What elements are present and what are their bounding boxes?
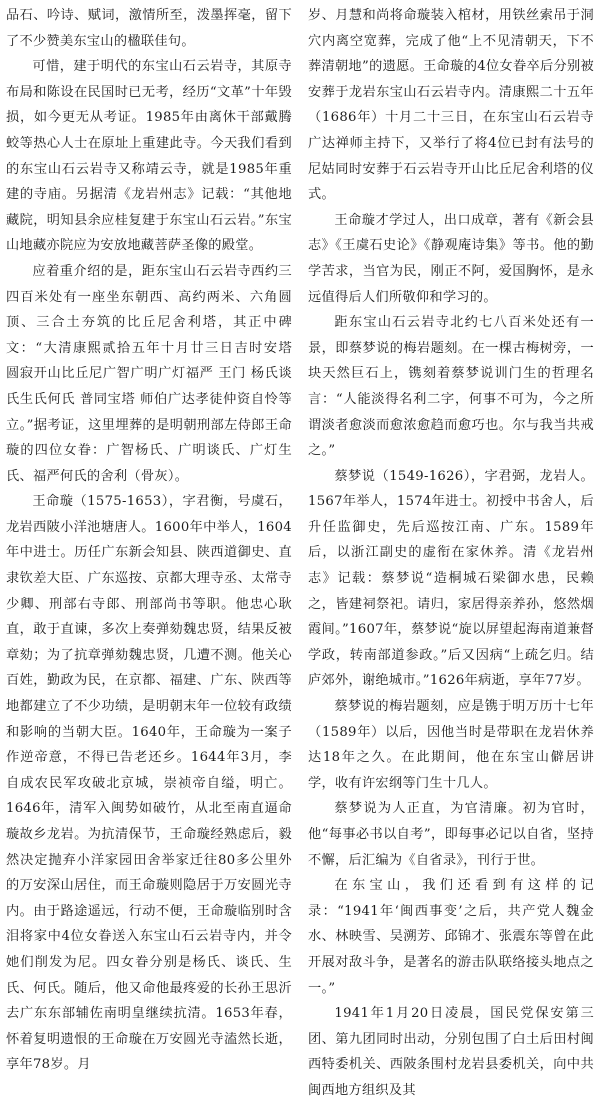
paragraph: 蔡梦说为人正直，为官清廉。初为官时，他“每事必书以自考”，即每事必记以自省，坚持不懈，后汇编为《自省录》，刊行于世。 [308,801,594,868]
paragraph: 在东宝山，我们还看到有这样的记录：“1941年‘闽西事变’之后，共产党人魏金水、林映雪、吴溯芳、邱锦才、张震东等曾在此开展对敌斗争，是著名的游击队联络接头地点之一。” [308,878,594,996]
paragraph: 蔡梦说（1549-1626），字君弼，龙岩人。1567年举人，1574年进士。初授中书舍人，后升任监御史，先后巡按江南、广东。1589年后，以浙江副史的虚衔在家休养。清《龙岩州志》记载：蔡梦说“造桐城石梁御水患，民赖之，皆建祠祭祀。请归，家居得亲养孙，悠然烟霞间。”1607年，蔡梦说“旋以屏望起海南道兼督学政，转南部道参政。”后又因病“上疏乞归。结庐郊外，谢绝城市。”1626年病逝，享年77岁。 [308,468,594,689]
left-column [6,3,306,1073]
paragraph: 岁、月慧和尚将命璇装入棺材，用铁丝索吊于洞穴内离空宽葬，完成了他“上不见清朝天，下不葬清朝地”的遗愿。王命璇的4位女眷卒后分别被安葬于龙岩东宝山石云岩寺内。清康熙二十五年（1686年）十月二十三日，在东宝山石云岩寺广达禅师主持下，又举行了将4位已封有法号的尼姑同时安葬于石云岩寺开山比丘尼舍利塔的仪式。 [308,8,594,203]
paragraph: 距东宝山石云岩寺北约七八百米处还有一景，即蔡梦说的梅岩题刻。在一棵古梅树旁，一块天然巨石上，镌刻着蔡梦说训门生的哲理名言：“人能淡得名利二字，何事不可为，今之所谓淡者愈淡而愈浓愈趋而愈巧也。尔与我当共戒之。” [308,315,594,459]
paragraph: 王命璇（1575-1653），字君衡，号虞石，龙岩西陂小洋池塘唐人。1600年中举人，1604年中进士。历任广东新会知县、陕西道御史、直隶钦差大臣、广东巡按、京都大理寺丞、太常寺少卿、刑部右寺郎、刑部尚书等职。他忠心耿直，敢于直谏，多次上奏弹劾魏忠贤，结果反被章劾；为了抗章弹劾魏忠贤，几遭不测。他关心百姓，勤政为民，在京都、福建、广东、陕西等地都建立了不少功绩，是明朝末年一位较有政绩和影响的当朝大臣。1640年，王命璇为一案子作逆帝意，不得已告老还乡。1644年3月，李自成农民军攻破北京城，崇祯帝自缢，明亡。1646年，清军入闽势如破竹，从北至南直逼命璇故乡龙岩。为抗清保节，王命璇经熟虑后，毅然决定抛弃小洋家园田舍举家迁往80多公里外的万安深山居住，而王命璇则隐居于万安圆光寺内。由于路途遥远，行动不便，王命璇临别时含泪将家中4位女眷送入东宝山石云岩寺内，并令她们削发为尼。四女眷分别是杨氏、谈氏、生氏、何氏。随后，他又命他最疼爱的长孙王思沂去广东东部辅佐南明皇继续抗清。1653年春，怀着复明遗恨的王命璇在万安圆光寺溘然长逝，享年78岁。月 [6,494,292,1073]
paragraph: 应着重介绍的是，距东宝山石云岩寺西约三四百米处有一座坐东朝西、高约两米、六角圆顶、三合土夯筑的比丘尼舍利塔，其正中碑文：“大清康熙贰拾五年十月廿三日吉时安塔 圆寂开山比丘尼广智广明广灯福严 王门 杨氏谈氏生氏何氏 普同宝塔 师伯广达孝徒仲资自怜等立。”据考证，这里埋葬的是明朝刑部左侍郎王命璇的四位女眷：广智杨氏、广明谈氏、广灯生氏、福严何氏的舍利（骨灰）。 [6,263,306,484]
paragraph: 王命璇才学过人，出口成章，著有《新会县志》《王虞石史论》《静观庵诗集》等书。他的勤学苦求，当官为民，刚正不阿，爱国胸怀，是永远值得后人们所敬仰和学习的。 [308,212,594,305]
paragraph: 品石、吟诗、赋词，激情所至，泼墨挥毫，留下了不少赞美东宝山的楹联佳句。 [6,8,292,49]
paragraph: 1941年1月20日凌晨，国民党保安第三团、第九团同时出动，分别包围了白土后田村闽西特委机关、西陂条围村龙岩县委机关，向中共闽西地方组织及其 [308,1006,594,1098]
right-column [308,3,594,1098]
paragraph: 可惜，建于明代的东宝山石云岩寺，其原寺布局和陈设在民国时已无考，经历“文革”十年毁损，如今更无从考证。1985年由离休干部戴腾蛟等热心人士在原址上重建此寺。今天我们看到的东宝山石云岩寺又称靖云寺，就是1985年重建的寺庙。另据清《龙岩州志》记载：“其他地藏院，明知县余应桂复建于东宝山石云岩。”东宝山地藏亦院应为安放地藏菩萨圣像的殿堂。 [6,59,292,254]
paragraph: 蔡梦说的梅岩题刻，应是镌于明万历十七年（1589年）以后，因他当时是带职在龙岩休养达18年之久。在此期间，他在东宝山僻居讲学，收有许宏纲等门生十几人。 [308,699,594,791]
